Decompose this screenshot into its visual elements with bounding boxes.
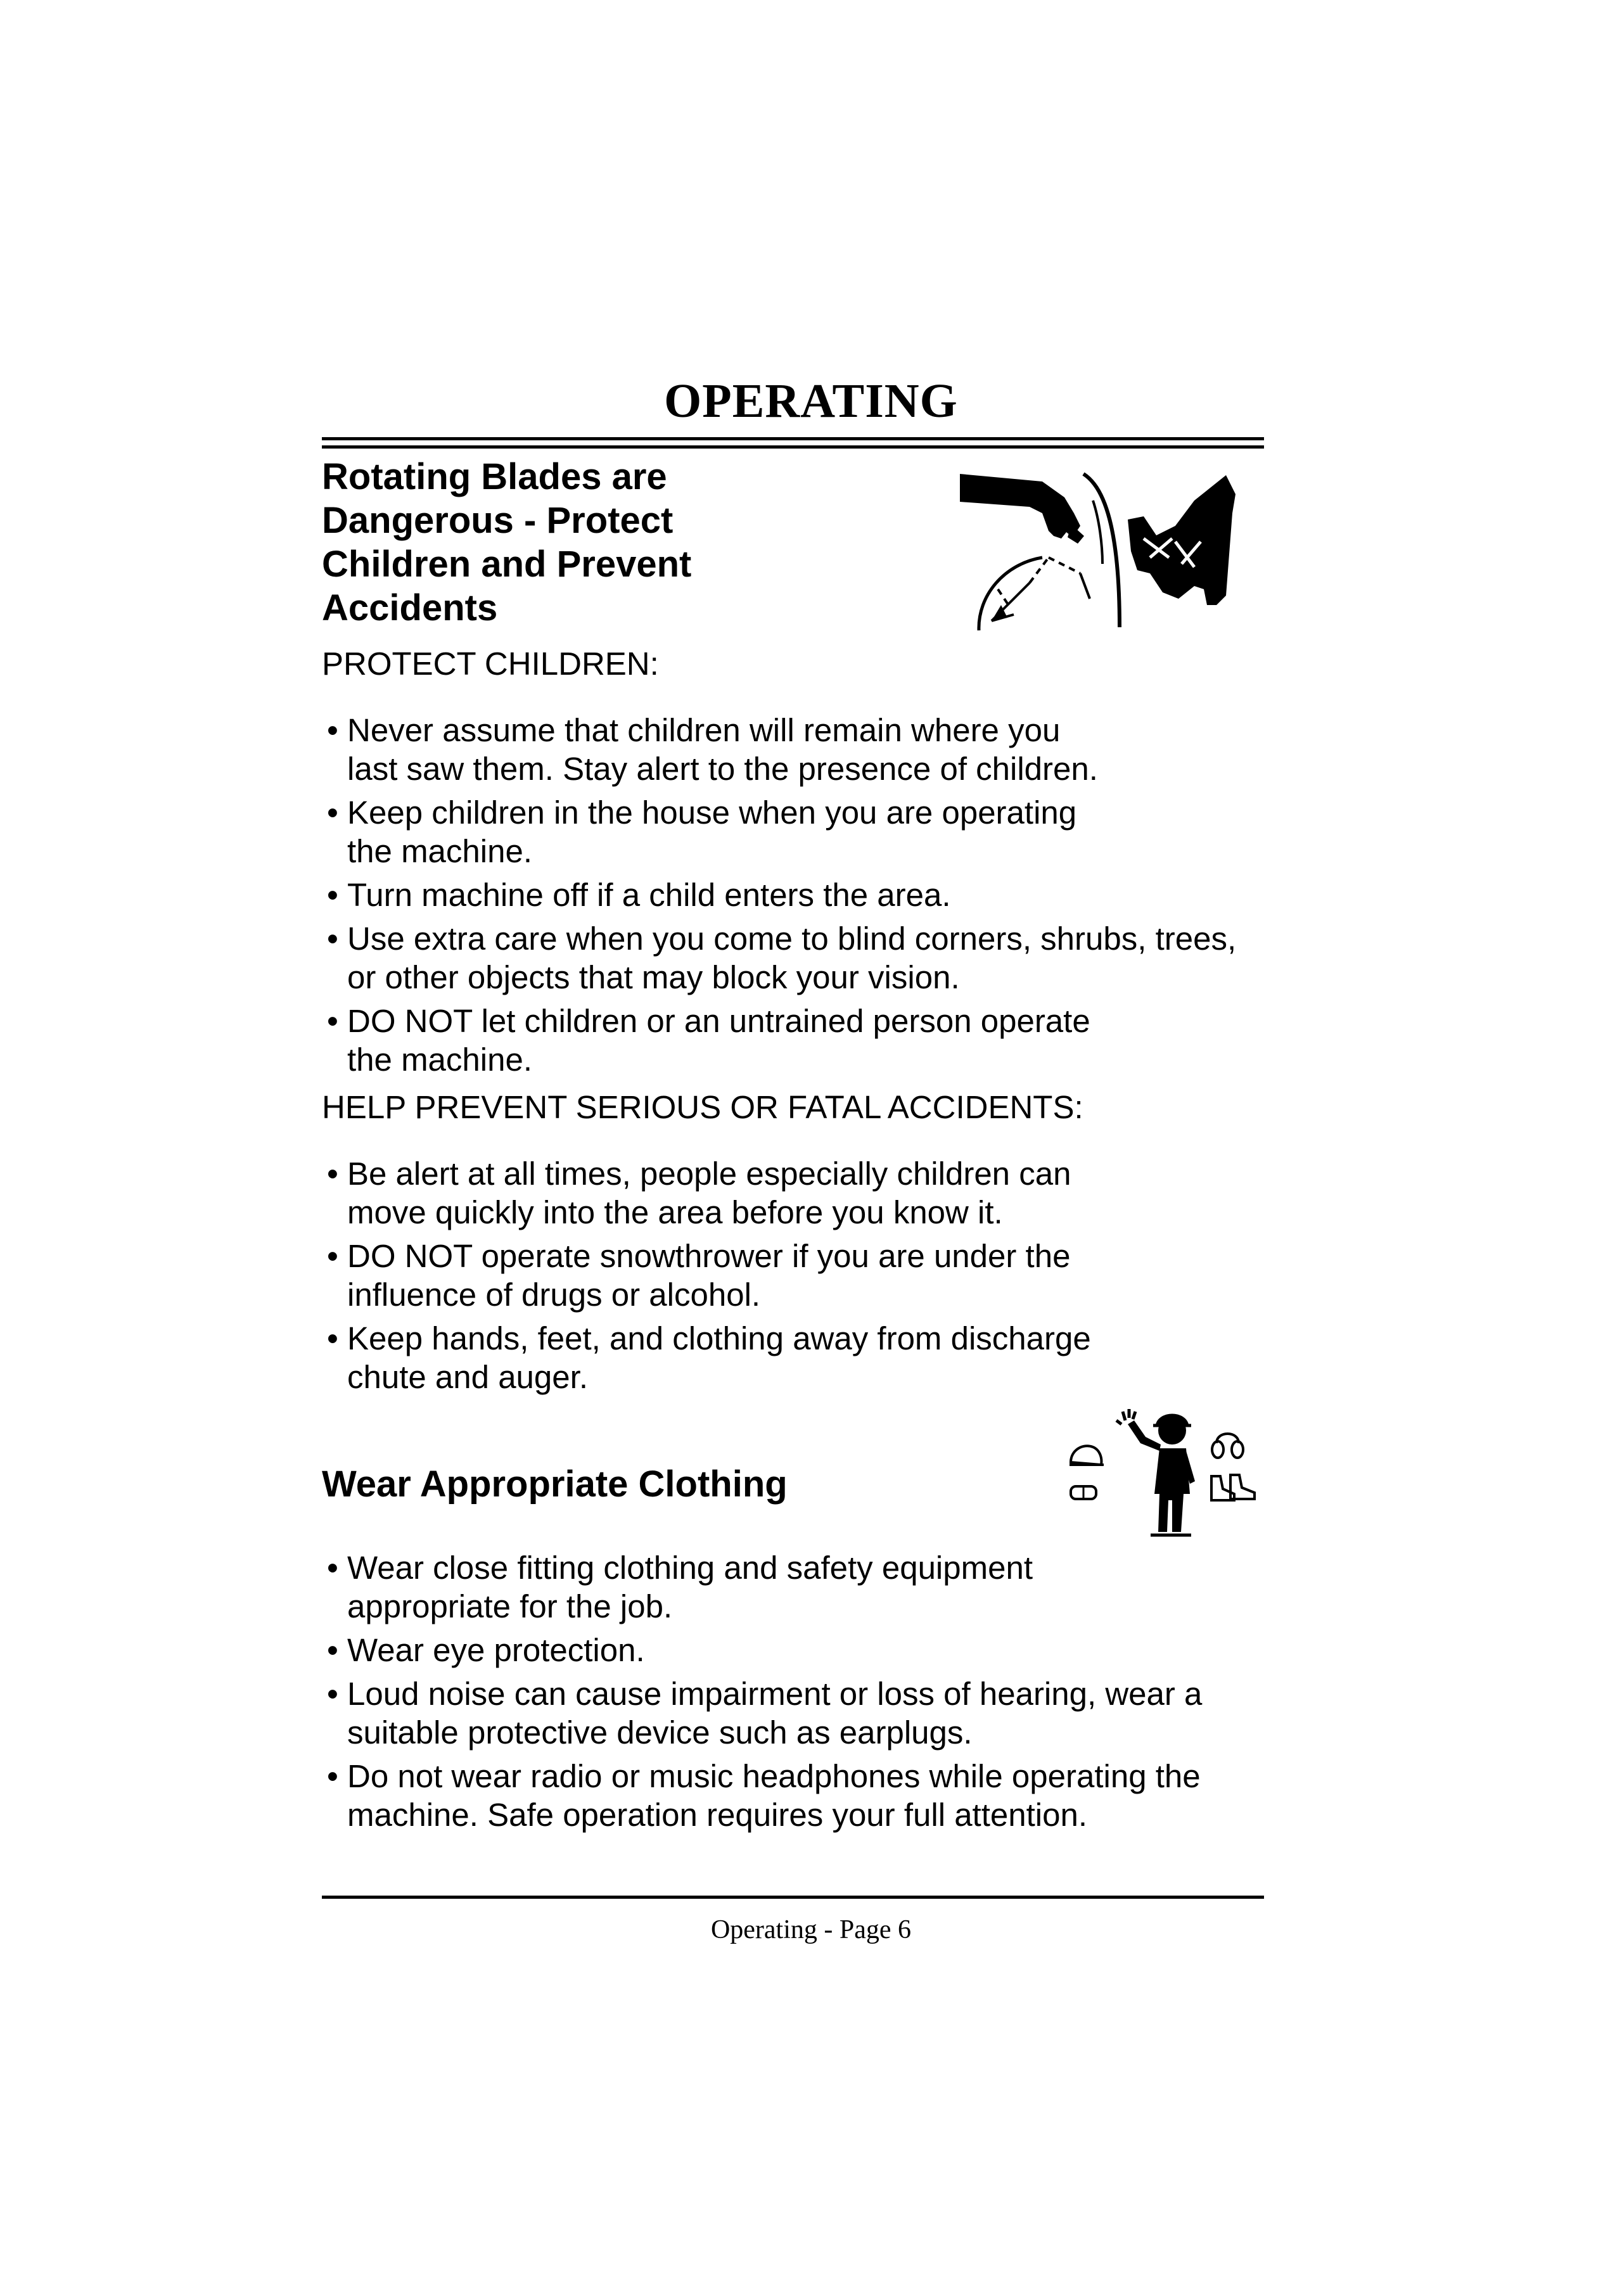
protect-children-label: PROTECT CHILDREN: [322,646,659,682]
safety-clothing-icon [1064,1399,1267,1538]
heading-line: Dangerous - Protect [322,500,674,541]
page-title: OPERATING [664,374,958,428]
prevent-accidents-label: HELP PREVENT SERIOUS OR FATAL ACCIDENTS: [322,1089,1083,1125]
prevent-accidents-list [322,1154,1285,1401]
list-item: • Be alert at all times, people especially children can move quickly into the area before you know it. [327,1156,1071,1230]
list-item: • Never assume that children will remain where you last saw them. Stay alert to the presence of children. [327,712,1098,787]
footer-rule [322,1896,1264,1899]
list-item: • Keep hands, feet, and clothing away from discharge chute and auger. [327,1320,1091,1395]
heading-line: Rotating Blades are [322,456,667,497]
list-item: • Do not wear radio or music headphones while operating the machine. Safe operation requires your full attention. [327,1758,1201,1833]
list-item: • Use extra care when you come to blind corners, shrubs, trees, or other objects that may block your vision. [327,921,1237,995]
list-item: • DO NOT operate snowthrower if you are under the influence of drugs or alcohol. [327,1238,1071,1313]
page-footer: Operating - Page 6 [710,1915,912,1944]
list-item: • Wear close fitting clothing and safety equipment appropriate for the job. [327,1550,1033,1624]
list-item: • DO NOT let children or an untrained person operate the machine. [327,1003,1090,1078]
section-heading-rotating-blades [322,455,691,630]
rotating-blade-hazard-icon [954,462,1251,640]
title-double-rule [322,437,1264,449]
list-item: • Keep children in the house when you are operating the machine. [327,794,1077,869]
section-heading-clothing: Wear Appropriate Clothing [322,1464,788,1505]
heading-line: Accidents [322,587,498,628]
clothing-list [322,1548,1285,1839]
list-item: • Wear eye protection. [327,1632,645,1668]
list-item: • Turn machine off if a child enters the area. [327,877,951,913]
protect-children-list [322,711,1285,1084]
heading-line: Children and Prevent [322,544,692,585]
list-item: • Loud noise can cause impairment or loss of hearing, wear a suitable protective device such as earplugs. [327,1676,1203,1751]
